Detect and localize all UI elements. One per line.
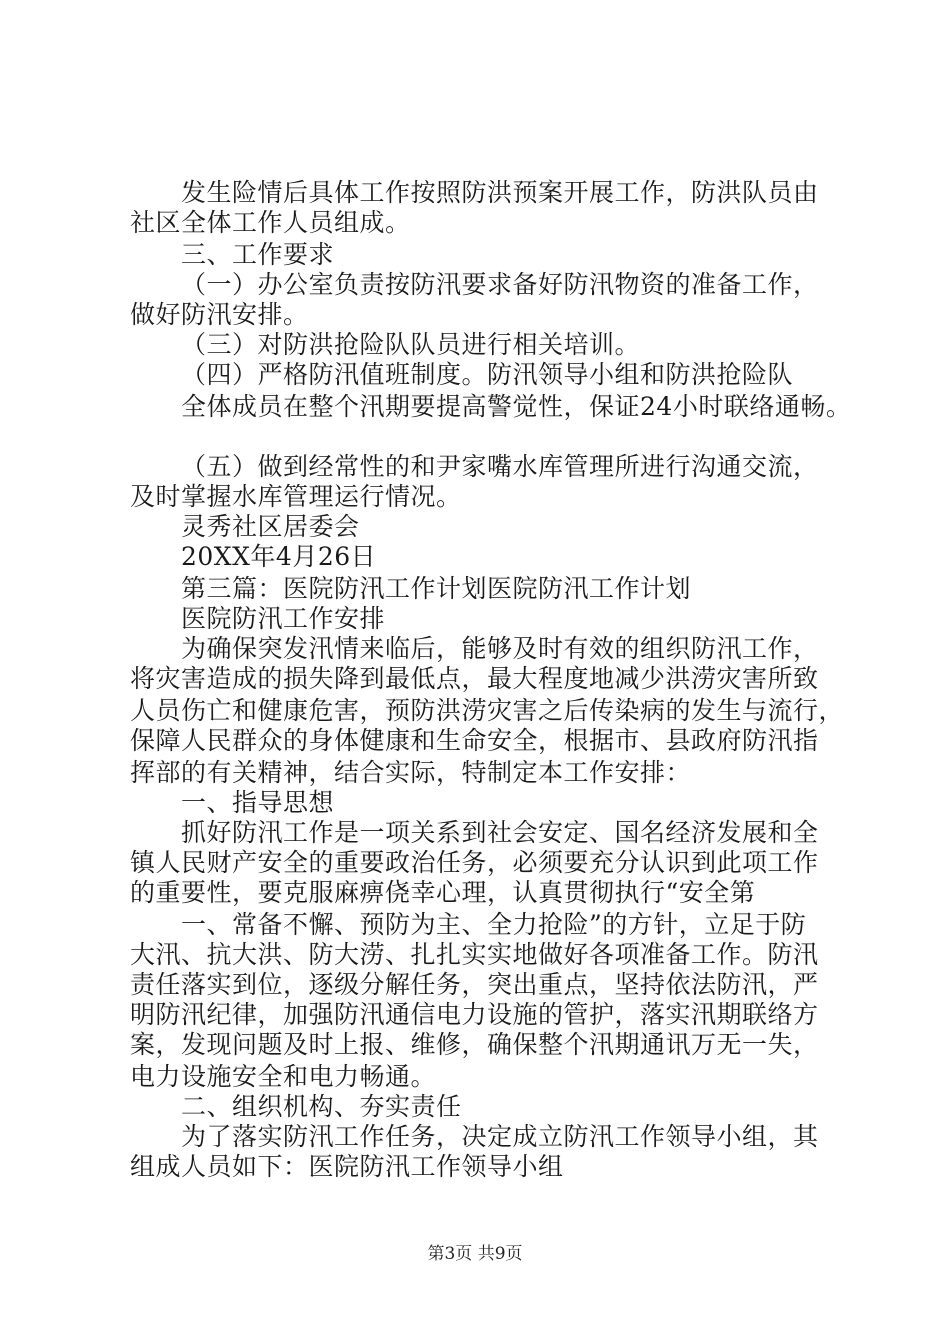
section-heading: 二、组织机构、夯实责任 [181,1092,462,1121]
text-line: 一、常备不懈、预防为主、全力抢险”的方针，立足于防 [181,910,807,939]
page-number-footer: 第3页 共9页 [427,1244,523,1264]
chapter-title: 第三篇：医院防汛工作计划医院防汛工作计划 [181,574,692,603]
text-line: 将灾害造成的损失降到最低点，最大程度地减少洪涝灾害所致 [130,664,819,693]
text-line: 抓好防汛工作是一项关系到社会安定、国名经济发展和全 [181,818,819,847]
text-line: 组成人员如下：医院防汛工作领导小组 [130,1152,564,1181]
text-line: （四）严格防汛值班制度。防汛领导小组和防洪抢险队 [181,360,794,389]
text-line: 挥部的有关精神，结合实际，特制定本工作安排： [130,758,692,787]
text-line: 为确保突发汛情来临后，能够及时有效的组织防汛工作， [181,634,819,663]
text-line: （五）做到经常性的和尹家嘴水库管理所进行沟通交流， [181,452,819,481]
text-line: 镇人民财产安全的重要政治任务，必须要充分认识到此项工作 [130,848,819,877]
text-line: 做好防汛安排。 [130,300,309,329]
text-line: 社区全体工作人员组成。 [130,208,411,237]
text-line: 人员伤亡和健康危害，预防洪涝灾害之后传染病的发生与流行， [130,696,845,725]
text-line: 电力设施安全和电力畅通。 [130,1062,437,1091]
section-heading: 三、工作要求 [181,240,335,269]
text-line: 保障人民群众的身体健康和生命安全，根据市、县政府防汛指 [130,726,819,755]
signature-org: 灵秀社区居委会 [181,512,360,541]
text-line: 案，发现问题及时上报、维修，确保整个汛期通讯万无一失， [130,1030,819,1059]
signature-date: 20XX年4月26日 [181,542,377,571]
text-line: 大汛、抗大洪、防大涝、扎扎实实地做好各项准备工作。防汛 [130,940,819,969]
section-heading: 一、指导思想 [181,788,335,817]
text-line: （一）办公室负责按防汛要求备好防汛物资的准备工作， [181,270,819,299]
text-line: （三）对防洪抢险队队员进行相关培训。 [181,330,641,359]
document-subtitle: 医院防汛工作安排 [181,604,386,633]
text-line: 及时掌握水库管理运行情况。 [130,482,462,511]
text-line: 为了落实防汛工作任务，决定成立防汛工作领导小组，其 [181,1122,819,1151]
text-line: 责任落实到位，逐级分解任务，突出重点，坚持依法防汛，严 [130,970,819,999]
text-line: 的重要性，要克服麻痹侥幸心理，认真贯彻执行“安全第 [130,878,756,907]
text-line: 发生险情后具体工作按照防洪预案开展工作，防洪队员由 [181,178,819,207]
text-line: 明防汛纪律，加强防汛通信电力设施的管护，落实汛期联络方 [130,1000,819,1029]
text-line: 全体成员在整个汛期要提高警觉性，保证24小时联络通畅。 [181,392,852,421]
